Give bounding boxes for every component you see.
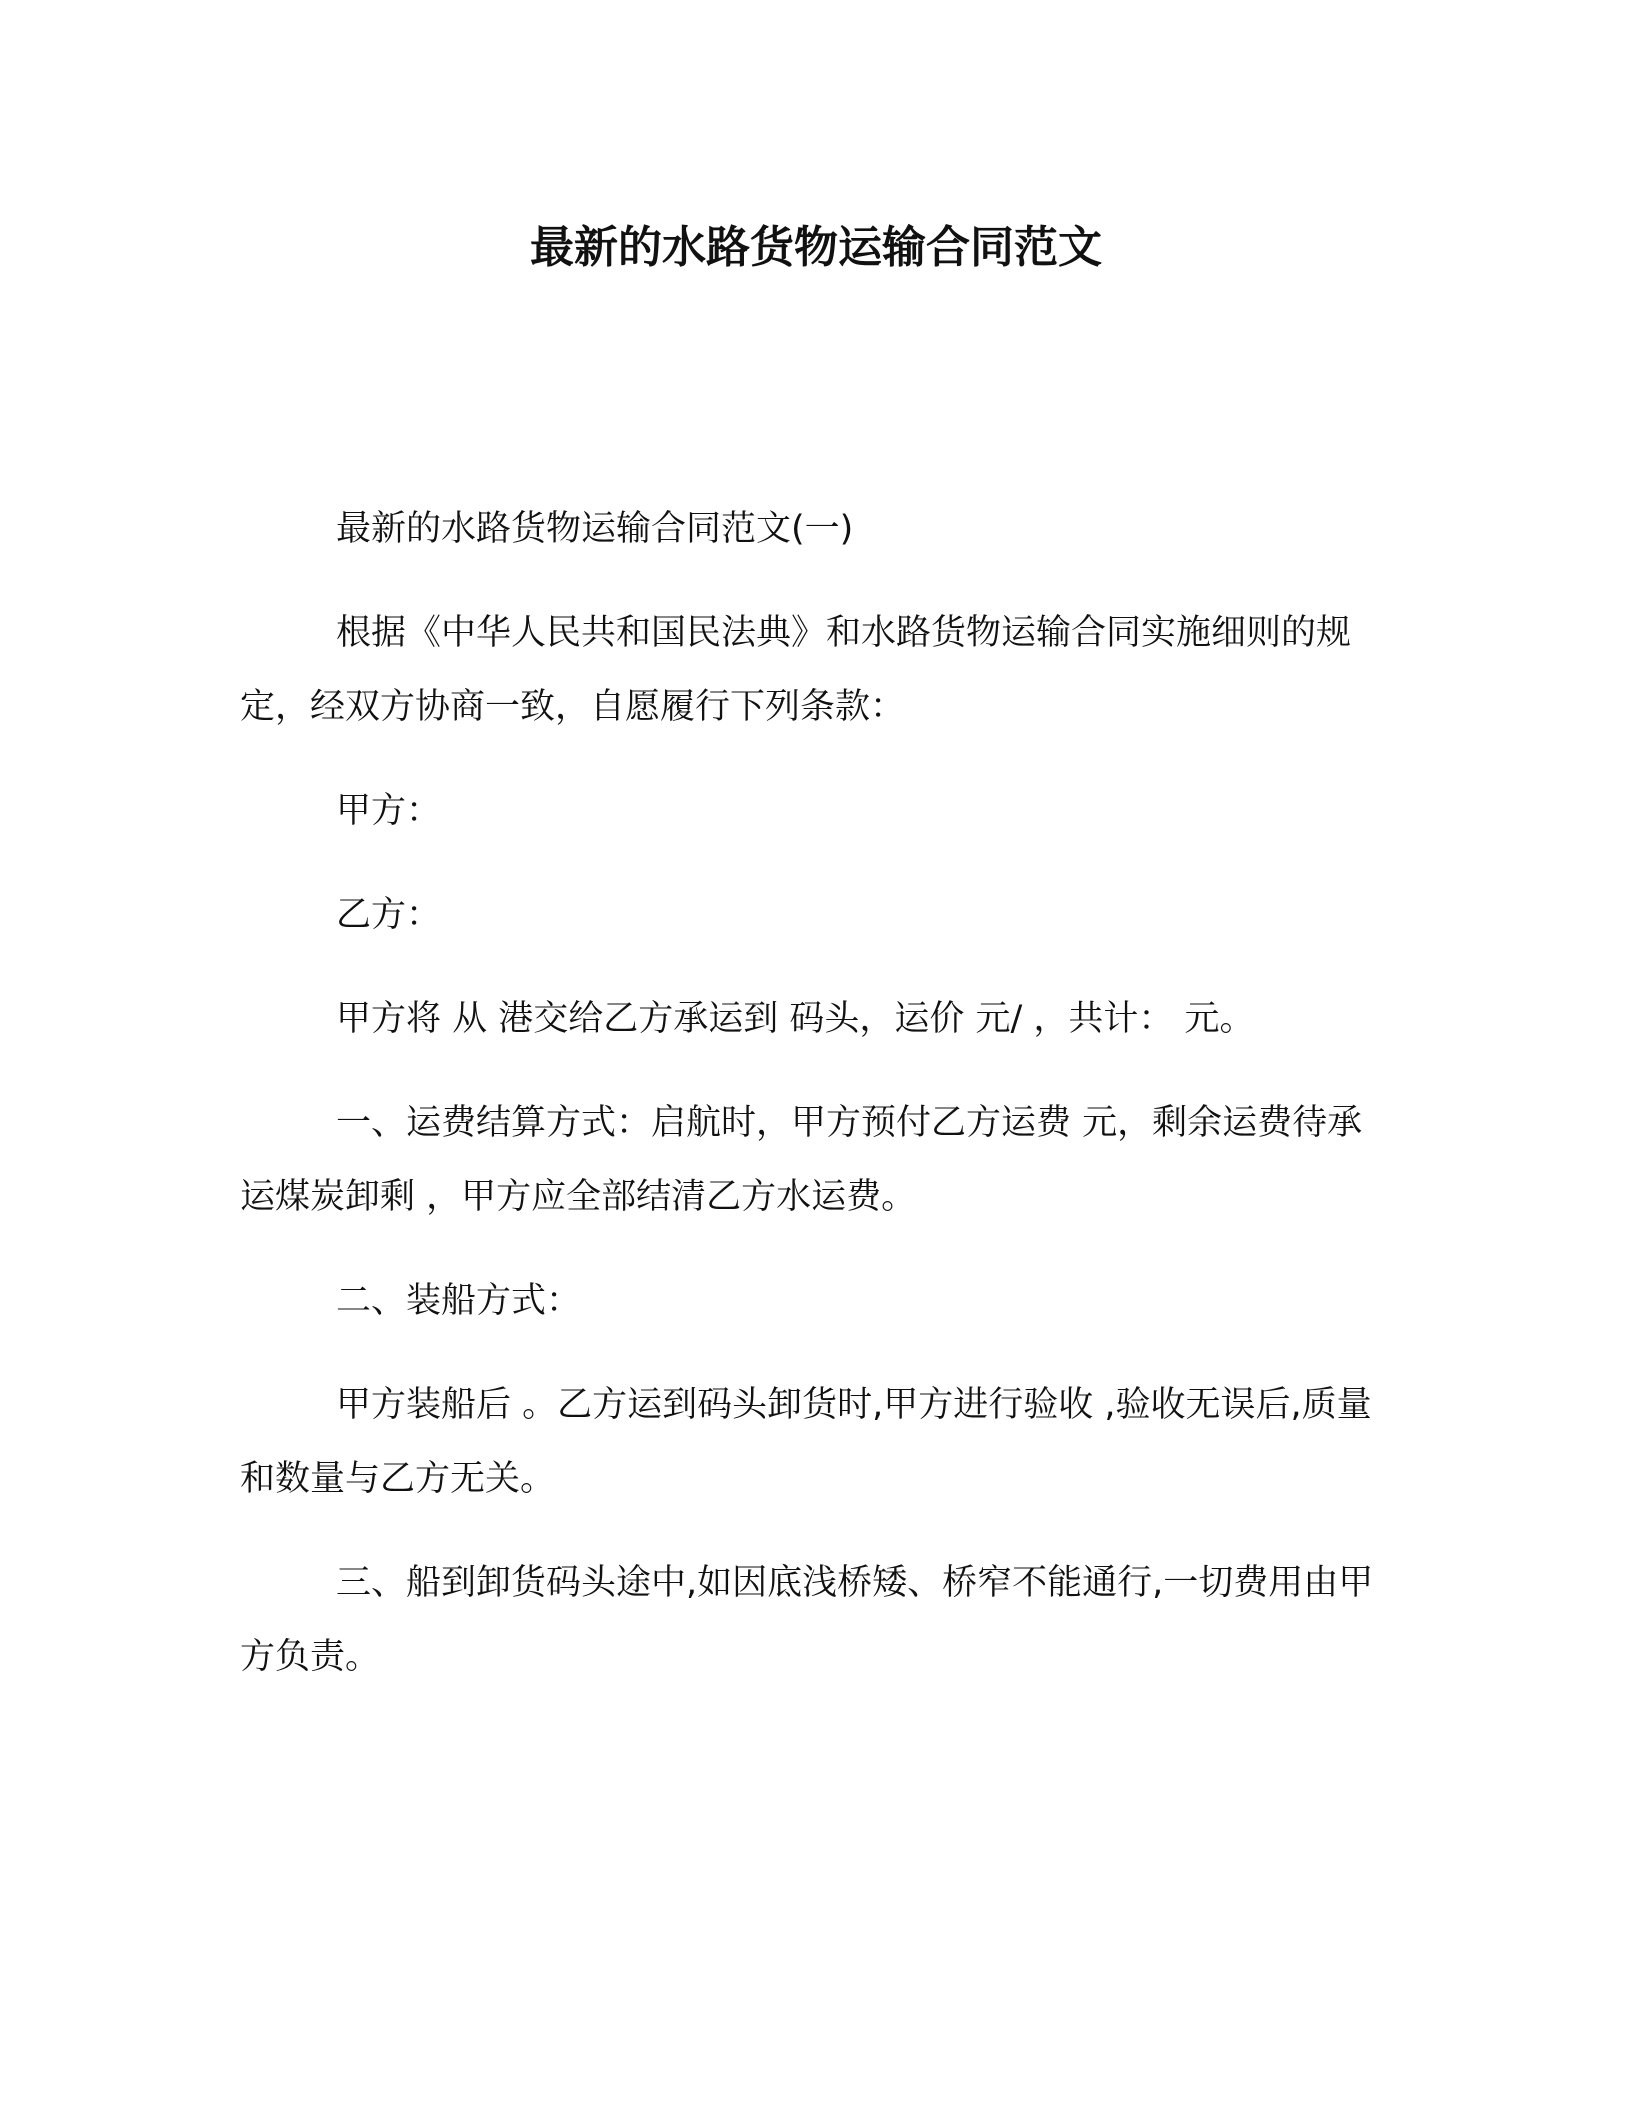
party-b-line: 乙方：: [336, 895, 442, 935]
clause-2-paragraph: 甲方装船后 。乙方运到码头卸货时,甲方进行验收 ,验收无误后,质量和数量与乙方无关。: [240, 1385, 1372, 1499]
document-body: [240, 492, 1392, 1724]
preamble-paragraph: 根据《中华人民共和国民法典》和水路货物运输合同实施细则的规定，经双方协商一致，自愿履行下列条款：: [240, 613, 1352, 727]
clause-2-heading: 二、装船方式：: [336, 1281, 582, 1321]
clause-3-paragraph: 三、船到卸货码头途中,如因底浅桥矮、桥窄不能通行,一切费用由甲方负责。: [240, 1563, 1374, 1677]
document-title: 最新的水路货物运输合同范文: [530, 222, 1102, 273]
party-a-line: 甲方：: [336, 791, 442, 831]
section-heading: 最新的水路货物运输合同范文(一): [336, 509, 854, 549]
clause-1-paragraph: 一、运费结算方式：启航时，甲方预付乙方运费 元，剩余运费待承运煤炭卸剩 ，甲方应全部结清乙方水运费。: [240, 1103, 1363, 1217]
transport-terms-paragraph: 甲方将 从 港交给乙方承运到 码头，运价 元/ ，共计： 元。: [336, 999, 1255, 1039]
